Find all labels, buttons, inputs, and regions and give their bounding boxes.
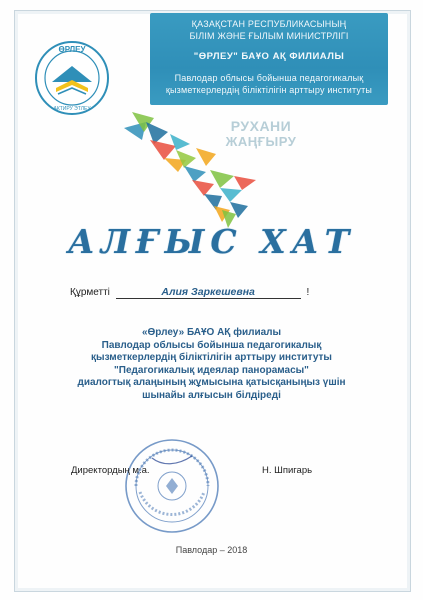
body-line: Павлодар облысы бойынша педагогикалық xyxy=(101,339,322,351)
emblem-text-line2: ЖАҢҒЫРУ xyxy=(225,134,297,149)
greeting-line xyxy=(70,286,370,299)
body-line: қызметкерлердің біліктілігін арттыру институты xyxy=(91,352,332,364)
header-line-ministry: БІЛІМ ЖӘНЕ ҒЫЛЫМ МИНИСТРЛІГІ xyxy=(189,31,349,41)
logo-text-bottom: АКТИРУ ЭТЛЕУ xyxy=(53,106,91,112)
body-line: «Өрлеу» БАҰО АҚ филиалы xyxy=(141,327,282,338)
greeting-prefix: Құрметті xyxy=(70,287,110,298)
certificate-title: АЛҒЫС ХАТ xyxy=(67,222,356,261)
header-line-branch: "ӨРЛЕУ" БАҰО АҚ ФИЛИАЛЫ xyxy=(193,51,345,62)
certificate-body xyxy=(20,327,403,403)
logo-text-top: ӨРЛЕУ xyxy=(58,45,86,54)
body-line: диалогтық алаңының жұмысына қатысқаныңыз үшін xyxy=(77,377,346,389)
header-band xyxy=(150,13,388,105)
greeting-suffix: ! xyxy=(306,287,310,298)
header-line-country: ҚАЗАҚСТАН РЕСПУБЛИКАСЫНЫҢ xyxy=(191,19,347,29)
place-date: Павлодар – 2018 xyxy=(175,545,248,555)
emblem-text-line1: РУХАНИ xyxy=(230,118,292,134)
recipient-name: Алия Заркешевна xyxy=(116,286,301,299)
signature-name: Н. Шпигарь xyxy=(262,465,313,476)
header-line-institute: қызметкерлердің біліктілігін арттыру институты xyxy=(165,85,373,95)
body-line: шынайы алғысын білдіреді xyxy=(142,389,281,401)
header-line-region: Павлодар облысы бойынша педагогикалық xyxy=(174,73,364,83)
orleu-logo xyxy=(34,40,110,116)
body-line: "Педагогикалық идеялар панорамасы" xyxy=(114,364,309,376)
signature-title: Директордың м.а. xyxy=(71,465,150,476)
official-stamp xyxy=(122,436,222,536)
